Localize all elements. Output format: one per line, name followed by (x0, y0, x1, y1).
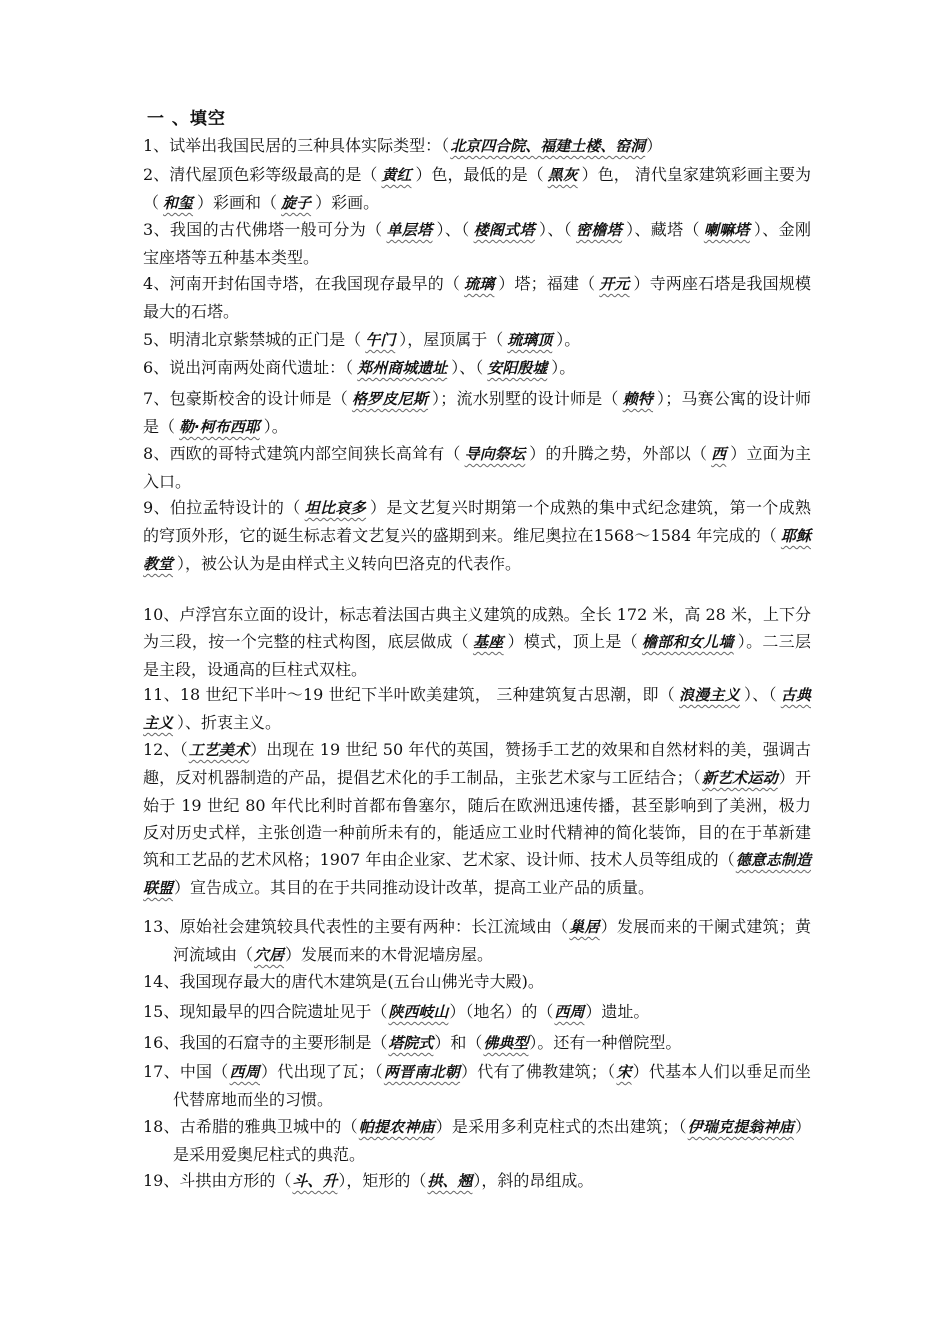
text-segment: ）开始于 19 世纪 80 年代比利时首都布鲁塞尔，随后在欧洲迅速传播，甚至影响到了美洲，极力反对历史式样，主张创造一种前所未有的，能适应工业时代精神的简化装饰，目的在于革新建筑和工艺品的艺术风格；1907 年由企业家、艺术家、设计师、技术人员等组成的（ (143, 768, 811, 869)
answer: 西周 (554, 1003, 585, 1021)
text-segment: ）遗址。 (585, 1002, 650, 1021)
answer: 安阳殷墟 (487, 359, 548, 377)
text-segment: ）色， 清代皇家建筑彩画主要为（ (143, 165, 811, 212)
answer: 格罗皮尼斯 (351, 390, 429, 408)
question-9 (143, 494, 811, 578)
text-segment: ）、折衷主义。 (177, 713, 282, 732)
text-segment: 16、我国的石窟寺的主要形制是（ (143, 1033, 388, 1052)
answer: 新艺术运动 (701, 769, 778, 787)
text-segment: 5、明清北京紫禁城的正门是（ (143, 330, 362, 349)
text-segment: 14、我国现存最大的唐代木建筑是(五台山佛光寺大殿)。 (143, 972, 544, 991)
answer: 檐部和女儿墙 (641, 633, 734, 651)
answer: 黄红 (381, 166, 412, 184)
text-segment: 9、伯拉孟特设计的（ (143, 498, 301, 517)
text-segment: ）的升腾之势，外部以（ (529, 444, 708, 463)
answer: 穴居 (254, 946, 285, 964)
text-segment: ），屋顶属于（ (399, 330, 504, 349)
text-segment: ）（地名）的（ (449, 1002, 554, 1021)
question-19 (143, 1167, 811, 1195)
text-segment: ）。 (263, 417, 288, 436)
text-segment: ）代有了佛教建筑；（ (461, 1062, 616, 1081)
answer: 郑州商城遗址 (357, 359, 448, 377)
text-segment: ）宣告成立。其目的在于共同推动设计改革，提高工业产品的质量。 (174, 878, 655, 897)
answer: 赖特 (622, 390, 654, 408)
text-segment: 13、原始社会建筑较具代表性的主要有两种：长江流域由（ (143, 917, 569, 936)
question-5 (143, 326, 811, 354)
answer: 导向祭坛 (464, 445, 526, 463)
question-8 (143, 440, 811, 495)
answer: 密檐塔 (576, 221, 623, 239)
answer: 德意志制造联盟 (143, 851, 811, 897)
answer: 斗、升 (292, 1172, 338, 1190)
text-segment: 11、18 世纪下半叶～19 世纪下半叶欧美建筑， 三种建筑复古思潮，即（ (143, 685, 676, 704)
text-segment: ），斜的昂组成。 (473, 1171, 594, 1190)
answer: 两晋南北朝 (383, 1063, 461, 1081)
text-segment: ）、（ (538, 220, 573, 239)
answer: 耶稣教堂 (143, 527, 811, 573)
text-segment: 8、西欧的哥特式建筑内部空间狭长高耸有（ (143, 444, 461, 463)
text-segment: ）。还有一种僧院型。 (529, 1033, 682, 1052)
text-segment: ）代出现了瓦；（ (261, 1062, 383, 1081)
text-segment: 7、包豪斯校舍的设计师是（ (143, 389, 348, 408)
question-17 (143, 1058, 811, 1113)
question-16 (143, 1029, 811, 1057)
answer: 帕提农神庙 (358, 1118, 435, 1136)
answer: 琉璃顶 (507, 331, 553, 349)
answer: 巢居 (569, 918, 600, 936)
question-12 (143, 736, 811, 902)
answer: 古典主义 (143, 686, 811, 732)
text-segment: ）是采用爱奥尼柱式的典范。 (173, 1117, 811, 1164)
answer: 浪漫主义 (679, 686, 740, 704)
text-segment: ）和（ (434, 1033, 483, 1052)
text-segment: 4、河南开封佑国寺塔，在我国现存最早的（ (143, 274, 461, 293)
answer: 单层塔 (386, 221, 433, 239)
question-15 (143, 998, 811, 1026)
text-segment: ）、（ (451, 358, 484, 377)
text-segment: ）。 (556, 330, 581, 349)
answer: 楼阁式塔 (473, 221, 535, 239)
question-18 (143, 1113, 811, 1168)
answer: 勒·柯布西耶 (179, 418, 260, 436)
answer: 午门 (365, 331, 396, 349)
section-heading: 一 、填空 (147, 109, 226, 129)
answer: 坦比哀多 (304, 499, 367, 517)
text-segment: 19、斗拱由方形的（ (143, 1171, 292, 1190)
answer: 黑灰 (547, 166, 578, 184)
answer: 西 (711, 445, 727, 463)
text-segment: ）彩画和（ (197, 193, 278, 212)
question-1 (143, 132, 811, 160)
text-segment: ）是文艺复兴时期第一个成熟的集中式纪念建筑，第一个成熟的穹顶外形，它的诞生标志着文艺复兴的盛期到来。维尼奥拉在1568～1584 年完成的（ (143, 498, 811, 545)
text-segment: ）代基本人们以垂足而坐代替席地而坐的习惯。 (173, 1062, 811, 1109)
text-segment: ）彩画。 (315, 193, 380, 212)
text-segment: ）发展而来的干阑式建筑；黄河流域由（ (173, 917, 811, 964)
answer: 拱、翘 (427, 1172, 473, 1190)
question-10 (143, 601, 811, 683)
question-11 (143, 681, 811, 737)
text-segment: ）寺两座石塔是我国规模最大的石塔。 (143, 274, 811, 321)
answer: 喇嘛塔 (703, 221, 750, 239)
question-3 (143, 216, 811, 271)
answer: 旋子 (281, 194, 312, 212)
answer: 和玺 (163, 194, 194, 212)
answer: 工艺美术 (188, 741, 250, 759)
question-2 (143, 161, 811, 217)
question-4 (143, 270, 811, 325)
answer: 西周 (229, 1063, 260, 1081)
text-segment: 6、说出河南两处商代遗址：（ (143, 358, 354, 377)
question-6 (143, 354, 811, 382)
answer: 琉璃 (464, 275, 495, 293)
text-segment: ）模式，顶上是（ (507, 632, 638, 651)
text-segment: ）；流水别墅的设计师是（ (432, 389, 619, 408)
answer: 塔院式 (388, 1034, 434, 1052)
text-segment: ），矩形的（ (338, 1171, 427, 1190)
text-segment: ），被公认为是由样式主义转向巴洛克的代表作。 (177, 554, 522, 573)
answer: 基座 (472, 633, 504, 651)
text-segment: ）出现在 19 世纪 50 年代的英国，赞扬手工艺的效果和自然材料的美，强调古趣，反对机器制造的产品，提倡艺术化的手工制品，主张艺术家与工匠结合；（ (143, 740, 811, 787)
text-segment: 15、现知最早的四合院遗址见于（ (143, 1002, 388, 1021)
text-segment: ）、藏塔（ (626, 220, 700, 239)
text-segment: ）立面为主入口。 (143, 444, 811, 491)
answer: 北京四合院、福建土楼、窑洞 (450, 137, 646, 155)
text-segment: 18、古希腊的雅典卫城中的（ (143, 1117, 358, 1136)
text-segment: 3、我国的古代佛塔一般可分为（ (143, 220, 383, 239)
text-segment: 1、试举出我国民居的三种具体实际类型：（ (143, 136, 450, 155)
text-segment: ）。 (551, 358, 576, 377)
text-segment: ）塔；福建（ (498, 274, 596, 293)
text-segment: ）色，最低的是（ (415, 165, 544, 184)
text-segment: ）、（ (744, 685, 777, 704)
text-segment: 17、中国（ (143, 1062, 229, 1081)
text-segment: 12、（ (143, 740, 188, 759)
text-segment: 2、清代屋顶色彩等级最高的是（ (143, 165, 378, 184)
answer: 开元 (599, 275, 630, 293)
text-segment: ）是采用多利克柱式的杰出建筑；（ (435, 1117, 687, 1136)
question-7 (143, 385, 811, 441)
answer: 佛典型 (483, 1034, 529, 1052)
answer: 宋 (616, 1063, 632, 1081)
answer: 伊瑞克提翁神庙 (687, 1118, 794, 1136)
text-segment: ）、（ (436, 220, 470, 239)
answer: 陕西岐山 (388, 1003, 449, 1021)
text-segment: ）、金刚宝座塔等五种基本类型。 (143, 220, 811, 267)
question-14 (143, 968, 811, 995)
question-13 (143, 913, 811, 969)
text-segment: ）发展而来的木骨泥墙房屋。 (285, 945, 494, 964)
text-segment: ）。二三层是主段，设通高的巨柱式双柱。 (143, 632, 811, 679)
text-segment: ）；马赛公寓的设计师是（ (143, 389, 811, 436)
text-segment: 10、卢浮宫东立面的设计，标志着法国古典主义建筑的成熟。全长 172 米，高 28 米，上下分为三段，按一个完整的柱式构图，底层做成（ (143, 605, 811, 651)
text-segment: ） (646, 136, 663, 155)
